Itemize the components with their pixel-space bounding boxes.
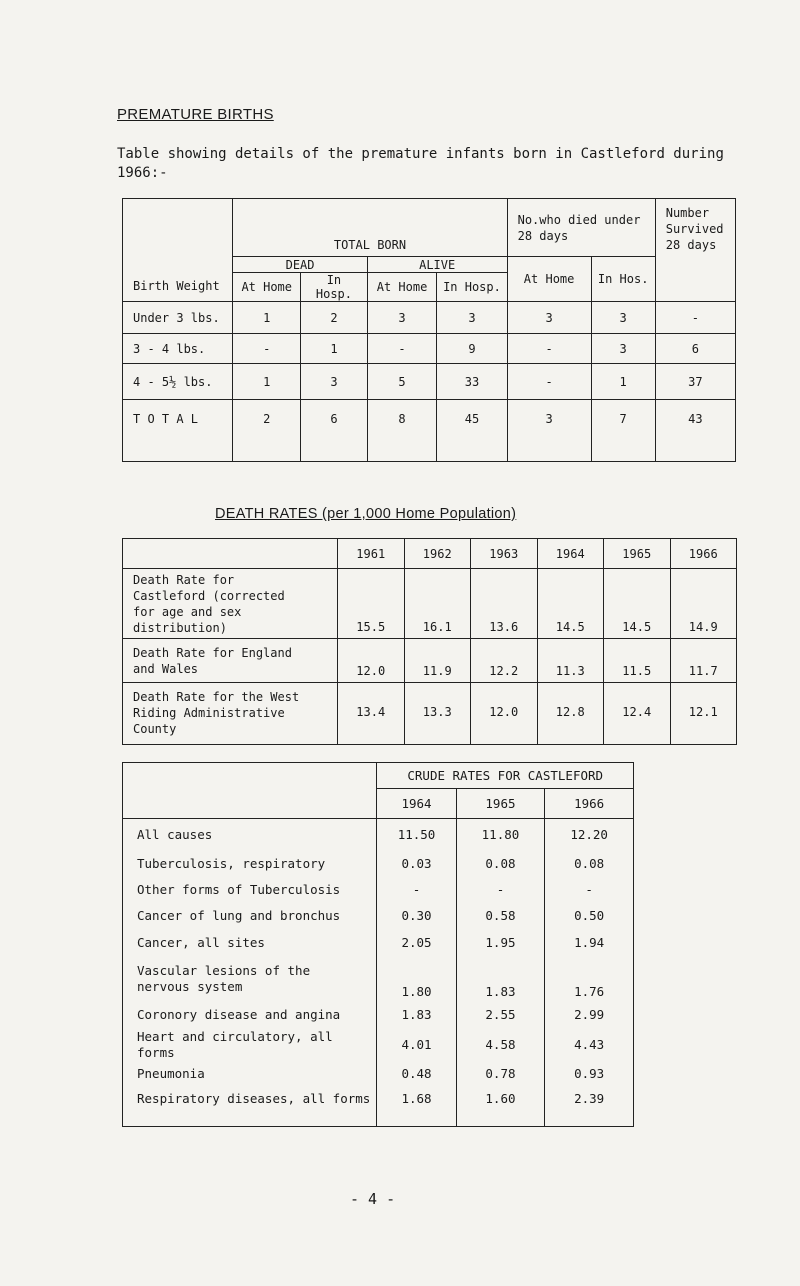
cell: 0.08 [545, 851, 634, 877]
cell: 1.60 [456, 1087, 545, 1127]
row-label: Vascular lesions of the nervous system [137, 962, 311, 994]
cell: 14.9 [670, 569, 737, 639]
cell: 13.4 [338, 683, 405, 745]
cell: 12.1 [670, 683, 737, 745]
cell: 4.01 [377, 1029, 456, 1061]
header-dead-at-home: At Home [233, 273, 301, 302]
intro-text: Table showing details of the premature infants born in Castleford during 1966:- [117, 146, 724, 181]
cell: 9 [437, 334, 507, 364]
cell: 16.1 [404, 569, 471, 639]
row-label: 4 - 5½ lbs. [123, 364, 233, 400]
table-row [123, 569, 737, 639]
row-label: Tuberculosis, respiratory [137, 855, 326, 871]
crude-rates-table [122, 762, 634, 1127]
header-died-at-home: At Home [507, 257, 591, 302]
cell: 1.83 [456, 957, 545, 1001]
cell: - [507, 334, 591, 364]
row-label: Respiratory diseases, all forms [137, 1090, 371, 1106]
cell: 12.0 [471, 683, 538, 745]
table-row [123, 851, 634, 877]
cell: 11.3 [537, 639, 604, 683]
cell: 12.4 [604, 683, 671, 745]
cell: 11.9 [404, 639, 471, 683]
death-rates-table [122, 538, 737, 745]
cell: 12.0 [338, 639, 405, 683]
cell: 1 [233, 302, 301, 334]
cell: 3 [591, 334, 655, 364]
cell: 37 [655, 364, 735, 400]
cell: 3 [507, 400, 591, 462]
row-label: Death Rate for Castleford (corrected for age and sex distribution) [123, 569, 338, 639]
cell: 1.94 [545, 929, 634, 957]
cell: 1.83 [377, 1001, 456, 1029]
row-label: All causes [123, 819, 377, 851]
year-header: 1965 [604, 539, 671, 569]
cell: 3 [301, 364, 368, 400]
cell: 12.20 [545, 819, 634, 851]
cell: 14.5 [604, 569, 671, 639]
cell: 11.50 [377, 819, 456, 851]
row-label: Cancer, all sites [137, 934, 265, 950]
year-header: 1962 [404, 539, 471, 569]
header-died-in-hosp: In Hos. [591, 257, 655, 302]
crude-rates-title: CRUDE RATES FOR CASTLEFORD [377, 763, 634, 789]
table-row [123, 929, 634, 957]
table-row [123, 1061, 634, 1087]
row-label: Pneumonia [137, 1065, 205, 1081]
row-label: Other forms of Tuberculosis [137, 881, 341, 897]
corner-cell [123, 763, 377, 789]
cell: 12.2 [471, 639, 538, 683]
year-header: 1966 [545, 789, 634, 819]
cell: 0.78 [456, 1061, 545, 1087]
corner-cell [123, 789, 377, 819]
cell: 3 [591, 302, 655, 334]
table-row [123, 400, 736, 462]
cell: 2 [301, 302, 368, 334]
cell: 13.6 [471, 569, 538, 639]
header-dead: DEAD [233, 257, 367, 273]
cell: 0.50 [545, 903, 634, 929]
corner-cell [123, 539, 338, 569]
cell: 43 [655, 400, 735, 462]
cell: 2.05 [377, 929, 456, 957]
cell: 8 [367, 400, 437, 462]
row-label: 3 - 4 lbs. [123, 334, 233, 364]
cell: 1 [233, 364, 301, 400]
table-row [123, 819, 634, 851]
row-label: Coronory disease and angina [137, 1006, 341, 1022]
death-rates-title: DEATH RATES (per 1,000 Home Population) [215, 506, 517, 522]
cell: 0.30 [377, 903, 456, 929]
table-row [123, 683, 737, 745]
table-row [123, 903, 634, 929]
cell: 2.39 [545, 1087, 634, 1127]
cell: 5 [367, 364, 437, 400]
cell: 4.58 [456, 1029, 545, 1061]
year-header: 1961 [338, 539, 405, 569]
cell: 0.58 [456, 903, 545, 929]
table-row [123, 1001, 634, 1029]
cell: 3 [437, 302, 507, 334]
cell: 33 [437, 364, 507, 400]
cell: 12.8 [537, 683, 604, 745]
cell: 14.5 [537, 569, 604, 639]
year-header: 1966 [670, 539, 737, 569]
cell: 1.80 [377, 957, 456, 1001]
row-label: Death Rate for the West Riding Administrative County [123, 683, 338, 745]
cell: 6 [655, 334, 735, 364]
cell: 1 [591, 364, 655, 400]
cell: 15.5 [338, 569, 405, 639]
row-label: Under 3 lbs. [123, 302, 233, 334]
header-alive-at-home: At Home [367, 273, 437, 302]
year-header: 1963 [471, 539, 538, 569]
cell: - [367, 334, 437, 364]
cell: 0.08 [456, 851, 545, 877]
year-header: 1965 [456, 789, 545, 819]
cell: 7 [591, 400, 655, 462]
cell: - [377, 877, 456, 903]
table-row [123, 957, 634, 1001]
page-number: - 4 - [350, 1190, 396, 1208]
cell: 2.55 [456, 1001, 545, 1029]
cell: - [233, 334, 301, 364]
header-died-under-28: No.who died under 28 days [507, 199, 655, 257]
table-row [123, 302, 736, 334]
cell: - [545, 877, 634, 903]
row-label: Death Rate for England and Wales [123, 639, 338, 683]
cell: 0.48 [377, 1061, 456, 1087]
header-survived-28: Number Survived 28 days [655, 199, 735, 302]
row-label: Cancer of lung and bronchus [137, 907, 341, 923]
cell: 1.68 [377, 1087, 456, 1127]
cell: 3 [367, 302, 437, 334]
row-label: T O T A L [123, 400, 233, 462]
table-row [123, 877, 634, 903]
cell: 4.43 [545, 1029, 634, 1061]
cell: 1 [301, 334, 368, 364]
page-heading: PREMATURE BIRTHS [117, 106, 274, 123]
cell: 45 [437, 400, 507, 462]
cell: 13.3 [404, 683, 471, 745]
cell: 2.99 [545, 1001, 634, 1029]
row-label: Heart and circulatory, all forms [137, 1028, 333, 1060]
table-row [123, 1029, 634, 1061]
table-row [123, 364, 736, 400]
cell: - [456, 877, 545, 903]
table-row [123, 639, 737, 683]
table-row [123, 334, 736, 364]
header-birth-weight: Birth Weight [123, 199, 233, 302]
cell: 2 [233, 400, 301, 462]
cell: 0.93 [545, 1061, 634, 1087]
cell: - [655, 302, 735, 334]
header-total-born: TOTAL BORN [233, 199, 507, 257]
table-row [123, 1087, 634, 1127]
cell: 1.95 [456, 929, 545, 957]
cell: - [507, 364, 591, 400]
year-header: 1964 [377, 789, 456, 819]
cell: 0.03 [377, 851, 456, 877]
premature-births-table [122, 198, 736, 462]
header-dead-in-hosp: In Hosp. [301, 273, 368, 302]
cell: 3 [507, 302, 591, 334]
cell: 1.76 [545, 957, 634, 1001]
cell: 11.80 [456, 819, 545, 851]
year-header: 1964 [537, 539, 604, 569]
cell: 11.7 [670, 639, 737, 683]
header-alive-in-hosp: In Hosp. [437, 273, 507, 302]
cell: 11.5 [604, 639, 671, 683]
header-alive: ALIVE [367, 257, 507, 273]
cell: 6 [301, 400, 368, 462]
